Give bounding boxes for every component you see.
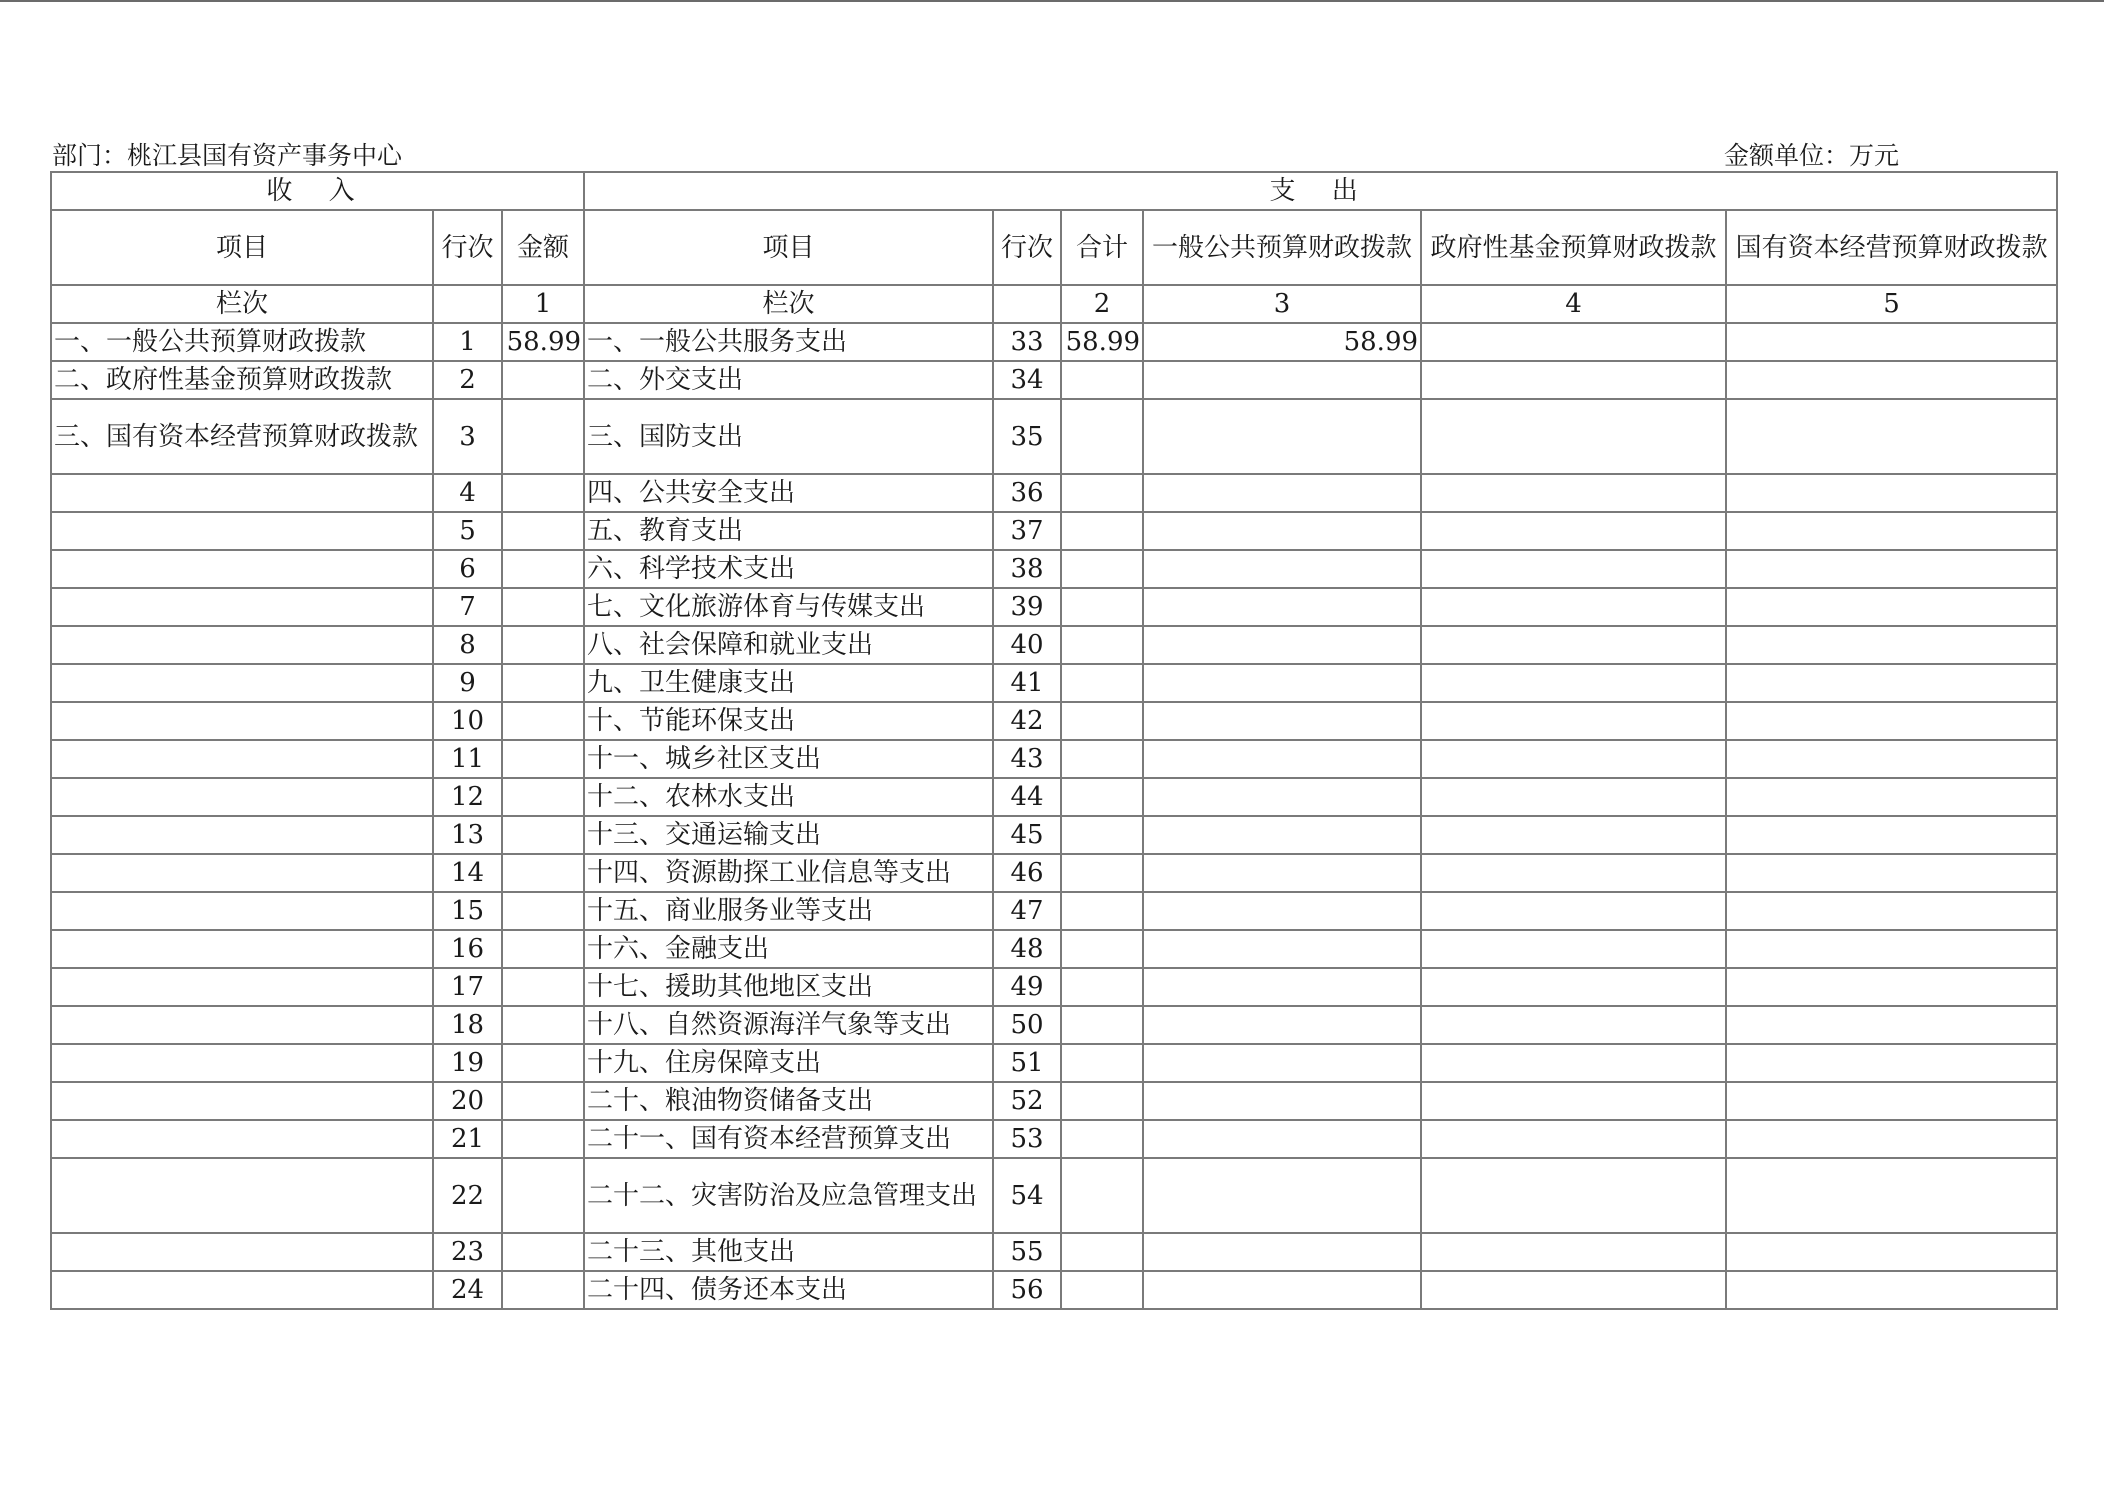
gov-fund-cell bbox=[1421, 1044, 1726, 1082]
expense-item-cell: 十一、城乡社区支出 bbox=[584, 740, 993, 778]
income-amount-cell bbox=[502, 1158, 584, 1233]
gov-fund-cell bbox=[1421, 323, 1726, 361]
expense-row-no-cell: 42 bbox=[993, 702, 1061, 740]
income-amount-cell bbox=[502, 740, 584, 778]
total-cell bbox=[1061, 702, 1143, 740]
gov-fund-cell bbox=[1421, 399, 1726, 474]
income-item-cell bbox=[51, 854, 433, 892]
income-item-cell bbox=[51, 1082, 433, 1120]
gov-fund-cell bbox=[1421, 361, 1726, 399]
general-public-cell: 58.99 bbox=[1143, 323, 1421, 361]
total-cell bbox=[1061, 550, 1143, 588]
expense-row-no-cell: 54 bbox=[993, 1158, 1061, 1233]
col-income-item: 项目 bbox=[51, 210, 433, 285]
income-item-cell bbox=[51, 702, 433, 740]
general-public-cell bbox=[1143, 588, 1421, 626]
total-cell bbox=[1061, 854, 1143, 892]
state-capital-cell bbox=[1726, 323, 2057, 361]
expense-row-no-cell: 33 bbox=[993, 323, 1061, 361]
general-public-cell bbox=[1143, 1271, 1421, 1309]
table-row bbox=[51, 626, 2057, 664]
income-item-cell: 二、政府性基金预算财政拨款 bbox=[51, 361, 433, 399]
table-row bbox=[51, 1120, 2057, 1158]
expense-item-cell: 十、节能环保支出 bbox=[584, 702, 993, 740]
total-cell bbox=[1061, 474, 1143, 512]
total-cell bbox=[1061, 930, 1143, 968]
general-public-cell bbox=[1143, 930, 1421, 968]
income-item-cell bbox=[51, 816, 433, 854]
gov-fund-cell bbox=[1421, 740, 1726, 778]
income-row-no-cell: 9 bbox=[433, 664, 502, 702]
table-row bbox=[51, 1158, 2057, 1233]
expense-item-cell: 六、科学技术支出 bbox=[584, 550, 993, 588]
expense-item-cell: 十六、金融支出 bbox=[584, 930, 993, 968]
total-cell bbox=[1061, 512, 1143, 550]
income-amount-cell bbox=[502, 892, 584, 930]
income-row-no-cell: 16 bbox=[433, 930, 502, 968]
table-row bbox=[51, 1271, 2057, 1309]
income-row-no-cell: 11 bbox=[433, 740, 502, 778]
gov-fund-cell bbox=[1421, 968, 1726, 1006]
expense-row-no-cell: 48 bbox=[993, 930, 1061, 968]
gov-fund-cell bbox=[1421, 778, 1726, 816]
expense-item-cell: 八、社会保障和就业支出 bbox=[584, 626, 993, 664]
income-item-cell bbox=[51, 778, 433, 816]
general-public-cell bbox=[1143, 399, 1421, 474]
income-item-cell bbox=[51, 1233, 433, 1271]
general-public-cell bbox=[1143, 1006, 1421, 1044]
index-c2: 2 bbox=[1061, 285, 1143, 323]
income-item-cell bbox=[51, 1271, 433, 1309]
expense-item-cell: 十二、农林水支出 bbox=[584, 778, 993, 816]
page-top-border bbox=[0, 0, 2104, 2]
expense-item-cell: 一、一般公共服务支出 bbox=[584, 323, 993, 361]
expense-row-no-cell: 37 bbox=[993, 512, 1061, 550]
gov-fund-cell bbox=[1421, 930, 1726, 968]
total-cell bbox=[1061, 778, 1143, 816]
table-row bbox=[51, 550, 2057, 588]
state-capital-cell bbox=[1726, 1271, 2057, 1309]
expense-row-no-cell: 56 bbox=[993, 1271, 1061, 1309]
income-amount-cell bbox=[502, 474, 584, 512]
income-row-no-cell: 2 bbox=[433, 361, 502, 399]
income-amount-cell bbox=[502, 968, 584, 1006]
expense-row-no-cell: 40 bbox=[993, 626, 1061, 664]
gov-fund-cell bbox=[1421, 702, 1726, 740]
income-item-cell: 一、一般公共预算财政拨款 bbox=[51, 323, 433, 361]
table-row bbox=[51, 854, 2057, 892]
table-row bbox=[51, 399, 2057, 474]
expense-item-cell: 九、卫生健康支出 bbox=[584, 664, 993, 702]
expense-row-no-cell: 38 bbox=[993, 550, 1061, 588]
expense-item-cell: 十四、资源勘探工业信息等支出 bbox=[584, 854, 993, 892]
income-row-no-cell: 14 bbox=[433, 854, 502, 892]
section-income: 收 入 bbox=[51, 172, 584, 210]
total-cell bbox=[1061, 1158, 1143, 1233]
income-row-no-cell: 12 bbox=[433, 778, 502, 816]
gov-fund-cell bbox=[1421, 1158, 1726, 1233]
general-public-cell bbox=[1143, 512, 1421, 550]
state-capital-cell bbox=[1726, 512, 2057, 550]
income-row-no-cell: 8 bbox=[433, 626, 502, 664]
income-amount-cell bbox=[502, 399, 584, 474]
expense-row-no-cell: 46 bbox=[993, 854, 1061, 892]
income-amount-cell bbox=[502, 854, 584, 892]
total-cell bbox=[1061, 1233, 1143, 1271]
expense-item-cell: 十八、自然资源海洋气象等支出 bbox=[584, 1006, 993, 1044]
expense-item-cell: 三、国防支出 bbox=[584, 399, 993, 474]
general-public-cell bbox=[1143, 664, 1421, 702]
general-public-cell bbox=[1143, 1233, 1421, 1271]
income-amount-cell bbox=[502, 1044, 584, 1082]
income-item-cell bbox=[51, 1044, 433, 1082]
income-row-no-cell: 19 bbox=[433, 1044, 502, 1082]
income-row-no-cell: 17 bbox=[433, 968, 502, 1006]
table-row bbox=[51, 968, 2057, 1006]
income-amount-cell bbox=[502, 588, 584, 626]
table-row bbox=[51, 778, 2057, 816]
gov-fund-cell bbox=[1421, 664, 1726, 702]
table-row bbox=[51, 740, 2057, 778]
income-row-no-cell: 18 bbox=[433, 1006, 502, 1044]
table-row bbox=[51, 588, 2057, 626]
state-capital-cell bbox=[1726, 1158, 2057, 1233]
general-public-cell bbox=[1143, 1082, 1421, 1120]
gov-fund-cell bbox=[1421, 1006, 1726, 1044]
income-amount-cell bbox=[502, 1233, 584, 1271]
general-public-cell bbox=[1143, 778, 1421, 816]
index-label-left: 栏次 bbox=[51, 285, 433, 323]
expense-row-no-cell: 50 bbox=[993, 1006, 1061, 1044]
section-header-row bbox=[51, 172, 2057, 210]
total-cell bbox=[1061, 399, 1143, 474]
expense-item-cell: 五、教育支出 bbox=[584, 512, 993, 550]
index-blank bbox=[993, 285, 1061, 323]
expense-row-no-cell: 47 bbox=[993, 892, 1061, 930]
state-capital-cell bbox=[1726, 1044, 2057, 1082]
state-capital-cell bbox=[1726, 588, 2057, 626]
state-capital-cell bbox=[1726, 1082, 2057, 1120]
expense-item-cell: 二十、粮油物资储备支出 bbox=[584, 1082, 993, 1120]
gov-fund-cell bbox=[1421, 550, 1726, 588]
income-amount-cell bbox=[502, 512, 584, 550]
col-income-amount: 金额 bbox=[502, 210, 584, 285]
state-capital-cell bbox=[1726, 664, 2057, 702]
expense-item-cell: 十七、援助其他地区支出 bbox=[584, 968, 993, 1006]
expense-row-no-cell: 45 bbox=[993, 816, 1061, 854]
table-row bbox=[51, 361, 2057, 399]
general-public-cell bbox=[1143, 626, 1421, 664]
total-cell bbox=[1061, 361, 1143, 399]
income-amount-cell bbox=[502, 930, 584, 968]
income-row-no-cell: 23 bbox=[433, 1233, 502, 1271]
income-row-no-cell: 24 bbox=[433, 1271, 502, 1309]
expense-item-cell: 二十二、灾害防治及应急管理支出 bbox=[584, 1158, 993, 1233]
expense-item-cell: 十五、商业服务业等支出 bbox=[584, 892, 993, 930]
income-item-cell bbox=[51, 512, 433, 550]
table-row bbox=[51, 1044, 2057, 1082]
total-cell bbox=[1061, 588, 1143, 626]
income-item-cell bbox=[51, 740, 433, 778]
state-capital-cell bbox=[1726, 740, 2057, 778]
income-item-cell bbox=[51, 588, 433, 626]
income-item-cell bbox=[51, 930, 433, 968]
income-amount-cell bbox=[502, 550, 584, 588]
general-public-cell bbox=[1143, 1158, 1421, 1233]
table-row bbox=[51, 702, 2057, 740]
col-gov-fund: 政府性基金预算财政拨款 bbox=[1421, 210, 1726, 285]
table-row bbox=[51, 1082, 2057, 1120]
income-row-no-cell: 1 bbox=[433, 323, 502, 361]
income-item-cell bbox=[51, 626, 433, 664]
general-public-cell bbox=[1143, 892, 1421, 930]
col-state-capital: 国有资本经营预算财政拨款 bbox=[1726, 210, 2057, 285]
income-item-cell bbox=[51, 474, 433, 512]
state-capital-cell bbox=[1726, 550, 2057, 588]
expense-row-no-cell: 49 bbox=[993, 968, 1061, 1006]
expense-item-cell: 四、公共安全支出 bbox=[584, 474, 993, 512]
gov-fund-cell bbox=[1421, 1120, 1726, 1158]
total-cell bbox=[1061, 1044, 1143, 1082]
income-amount-cell bbox=[502, 664, 584, 702]
state-capital-cell bbox=[1726, 930, 2057, 968]
total-cell bbox=[1061, 892, 1143, 930]
gov-fund-cell bbox=[1421, 854, 1726, 892]
state-capital-cell bbox=[1726, 968, 2057, 1006]
index-c4: 4 bbox=[1421, 285, 1726, 323]
state-capital-cell bbox=[1726, 854, 2057, 892]
table-row bbox=[51, 1006, 2057, 1044]
income-row-no-cell: 6 bbox=[433, 550, 502, 588]
total-cell bbox=[1061, 968, 1143, 1006]
general-public-cell bbox=[1143, 702, 1421, 740]
income-row-no-cell: 4 bbox=[433, 474, 502, 512]
gov-fund-cell bbox=[1421, 626, 1726, 664]
col-expense-row-no: 行次 bbox=[993, 210, 1061, 285]
state-capital-cell bbox=[1726, 1120, 2057, 1158]
expense-row-no-cell: 55 bbox=[993, 1233, 1061, 1271]
income-row-no-cell: 5 bbox=[433, 512, 502, 550]
general-public-cell bbox=[1143, 854, 1421, 892]
general-public-cell bbox=[1143, 740, 1421, 778]
general-public-cell bbox=[1143, 550, 1421, 588]
income-amount-cell bbox=[502, 1006, 584, 1044]
general-public-cell bbox=[1143, 474, 1421, 512]
expense-item-cell: 二十三、其他支出 bbox=[584, 1233, 993, 1271]
income-row-no-cell: 21 bbox=[433, 1120, 502, 1158]
section-expense: 支 出 bbox=[584, 172, 2057, 210]
income-row-no-cell: 3 bbox=[433, 399, 502, 474]
col-total: 合计 bbox=[1061, 210, 1143, 285]
income-row-no-cell: 15 bbox=[433, 892, 502, 930]
table-row bbox=[51, 664, 2057, 702]
income-item-cell bbox=[51, 892, 433, 930]
column-header-row bbox=[51, 210, 2057, 285]
total-cell: 58.99 bbox=[1061, 323, 1143, 361]
table-row bbox=[51, 892, 2057, 930]
expense-row-no-cell: 39 bbox=[993, 588, 1061, 626]
expense-item-cell: 七、文化旅游体育与传媒支出 bbox=[584, 588, 993, 626]
income-item-cell bbox=[51, 664, 433, 702]
income-item-cell bbox=[51, 1120, 433, 1158]
col-expense-item: 项目 bbox=[584, 210, 993, 285]
income-amount-cell bbox=[502, 1271, 584, 1309]
index-label-right: 栏次 bbox=[584, 285, 993, 323]
total-cell bbox=[1061, 1271, 1143, 1309]
expense-row-no-cell: 35 bbox=[993, 399, 1061, 474]
gov-fund-cell bbox=[1421, 588, 1726, 626]
income-amount-cell: 58.99 bbox=[502, 323, 584, 361]
budget-table bbox=[50, 171, 2058, 1310]
index-c1: 1 bbox=[502, 285, 584, 323]
expense-row-no-cell: 51 bbox=[993, 1044, 1061, 1082]
income-item-cell bbox=[51, 550, 433, 588]
income-amount-cell bbox=[502, 361, 584, 399]
income-amount-cell bbox=[502, 1120, 584, 1158]
income-amount-cell bbox=[502, 626, 584, 664]
gov-fund-cell bbox=[1421, 1082, 1726, 1120]
income-row-no-cell: 7 bbox=[433, 588, 502, 626]
income-item-cell bbox=[51, 1158, 433, 1233]
table-row bbox=[51, 323, 2057, 361]
general-public-cell bbox=[1143, 968, 1421, 1006]
expense-row-no-cell: 43 bbox=[993, 740, 1061, 778]
expense-item-cell: 十三、交通运输支出 bbox=[584, 816, 993, 854]
expense-item-cell: 二十一、国有资本经营预算支出 bbox=[584, 1120, 993, 1158]
gov-fund-cell bbox=[1421, 892, 1726, 930]
general-public-cell bbox=[1143, 816, 1421, 854]
state-capital-cell bbox=[1726, 892, 2057, 930]
gov-fund-cell bbox=[1421, 816, 1726, 854]
state-capital-cell bbox=[1726, 1006, 2057, 1044]
index-c5: 5 bbox=[1726, 285, 2057, 323]
expense-item-cell: 二十四、债务还本支出 bbox=[584, 1271, 993, 1309]
table-row bbox=[51, 816, 2057, 854]
total-cell bbox=[1061, 740, 1143, 778]
state-capital-cell bbox=[1726, 778, 2057, 816]
income-amount-cell bbox=[502, 702, 584, 740]
gov-fund-cell bbox=[1421, 512, 1726, 550]
income-amount-cell bbox=[502, 1082, 584, 1120]
unit-label: 金额单位：万元 bbox=[1724, 141, 1900, 170]
total-cell bbox=[1061, 1120, 1143, 1158]
state-capital-cell bbox=[1726, 399, 2057, 474]
income-row-no-cell: 22 bbox=[433, 1158, 502, 1233]
state-capital-cell bbox=[1726, 626, 2057, 664]
expense-row-no-cell: 52 bbox=[993, 1082, 1061, 1120]
total-cell bbox=[1061, 1006, 1143, 1044]
table-row bbox=[51, 1233, 2057, 1271]
table-row bbox=[51, 512, 2057, 550]
state-capital-cell bbox=[1726, 702, 2057, 740]
table-row bbox=[51, 930, 2057, 968]
column-index-row bbox=[51, 285, 2057, 323]
total-cell bbox=[1061, 664, 1143, 702]
expense-row-no-cell: 53 bbox=[993, 1120, 1061, 1158]
income-item-cell: 三、国有资本经营预算财政拨款 bbox=[51, 399, 433, 474]
total-cell bbox=[1061, 816, 1143, 854]
general-public-cell bbox=[1143, 1044, 1421, 1082]
expense-item-cell: 二、外交支出 bbox=[584, 361, 993, 399]
expense-row-no-cell: 34 bbox=[993, 361, 1061, 399]
gov-fund-cell bbox=[1421, 1233, 1726, 1271]
general-public-cell bbox=[1143, 1120, 1421, 1158]
col-income-row-no: 行次 bbox=[433, 210, 502, 285]
income-row-no-cell: 10 bbox=[433, 702, 502, 740]
department-label: 部门：桃江县国有资产事务中心 bbox=[52, 141, 403, 170]
gov-fund-cell bbox=[1421, 1271, 1726, 1309]
gov-fund-cell bbox=[1421, 474, 1726, 512]
state-capital-cell bbox=[1726, 474, 2057, 512]
index-c3: 3 bbox=[1143, 285, 1421, 323]
state-capital-cell bbox=[1726, 816, 2057, 854]
income-row-no-cell: 13 bbox=[433, 816, 502, 854]
state-capital-cell bbox=[1726, 361, 2057, 399]
total-cell bbox=[1061, 1082, 1143, 1120]
income-row-no-cell: 20 bbox=[433, 1082, 502, 1120]
income-amount-cell bbox=[502, 816, 584, 854]
expense-row-no-cell: 36 bbox=[993, 474, 1061, 512]
state-capital-cell bbox=[1726, 1233, 2057, 1271]
expense-item-cell: 十九、住房保障支出 bbox=[584, 1044, 993, 1082]
general-public-cell bbox=[1143, 361, 1421, 399]
total-cell bbox=[1061, 626, 1143, 664]
income-item-cell bbox=[51, 968, 433, 1006]
expense-row-no-cell: 44 bbox=[993, 778, 1061, 816]
table-row bbox=[51, 474, 2057, 512]
col-general-public: 一般公共预算财政拨款 bbox=[1143, 210, 1421, 285]
index-blank bbox=[433, 285, 502, 323]
income-item-cell bbox=[51, 1006, 433, 1044]
income-amount-cell bbox=[502, 778, 584, 816]
expense-row-no-cell: 41 bbox=[993, 664, 1061, 702]
